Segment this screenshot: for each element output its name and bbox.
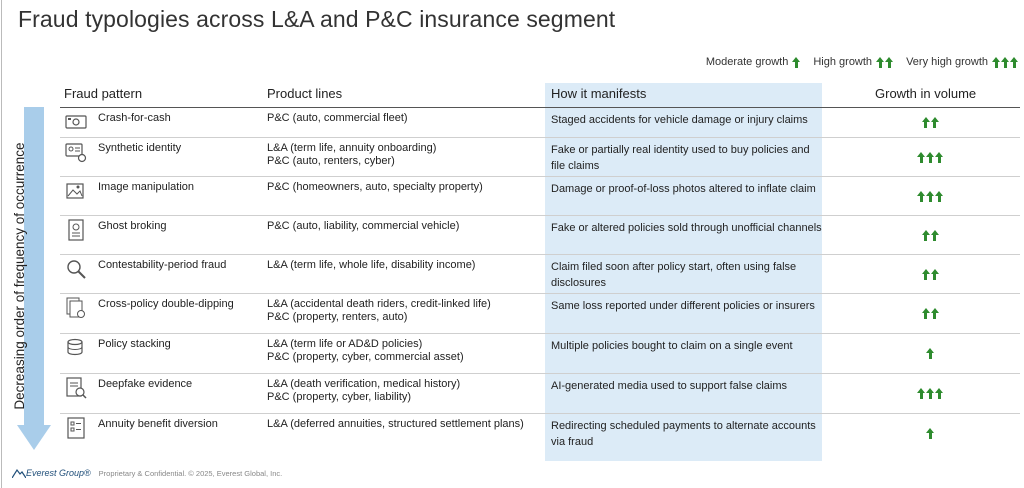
fraud-pattern-cell: Deepfake evidence	[98, 378, 193, 390]
legend-label: Very high growth	[906, 56, 988, 68]
footer-copyright: Proprietary & Confidential. © 2025, Everest Global, Inc.	[98, 468, 283, 478]
deepfake-document-icon	[64, 376, 88, 400]
table-row	[60, 177, 1020, 216]
annuity-form-icon	[64, 416, 88, 440]
growth-indicator	[880, 152, 980, 163]
ghost-document-icon	[64, 218, 88, 242]
table-row	[60, 334, 1020, 374]
product-lines-cell	[267, 378, 547, 404]
table-row	[60, 138, 1020, 177]
product-lines-cell	[267, 338, 547, 364]
growth-indicator	[880, 191, 980, 202]
product-lines-cell	[267, 259, 547, 272]
product-lines-cell	[267, 142, 547, 168]
up-arrow-icon	[917, 152, 925, 163]
product-line: P&C (auto, renters, cyber)	[267, 155, 395, 167]
legend-label: Moderate growth	[705, 56, 789, 68]
table-row	[60, 108, 1020, 138]
how-it-manifests-cell: Same loss reported under different policies or insurers	[551, 300, 815, 312]
product-line: P&C (property, cyber, commercial asset)	[267, 351, 464, 363]
product-lines-cell	[267, 418, 547, 431]
cash-icon	[64, 110, 88, 134]
up-arrow-icon	[931, 269, 939, 280]
growth-indicator	[880, 269, 980, 280]
up-arrow-icon	[1001, 57, 1009, 68]
up-arrow-icon	[926, 191, 934, 202]
growth-indicator	[880, 117, 980, 128]
fraud-pattern-cell: Annuity benefit diversion	[98, 418, 218, 430]
growth-indicator	[880, 348, 980, 359]
table-row	[60, 216, 1020, 255]
fraud-pattern-cell: Synthetic identity	[98, 142, 182, 154]
identity-card-icon	[64, 140, 88, 164]
page-title: Fraud typologies across L&A and P&C insurance segment	[18, 6, 616, 32]
product-line: P&C (auto, commercial fleet)	[267, 112, 408, 124]
up-arrow-icon	[885, 57, 893, 68]
product-line: L&A (accidental death riders, credit-linked life)	[267, 298, 491, 310]
page-left-border	[1, 0, 2, 488]
product-line: L&A (term life, whole life, disability income)	[267, 259, 476, 271]
how-it-manifests-cell: Damage or proof-of-loss photos altered to inflate claim	[551, 183, 816, 195]
up-arrow-icon	[992, 57, 1000, 68]
how-it-manifests-cell: Fake or altered policies sold through unofficial channels	[551, 222, 822, 234]
frequency-axis-label: Decreasing order of frequency of occurrence	[12, 142, 27, 410]
up-arrow-icon	[926, 388, 934, 399]
header-fraud-pattern: Fraud pattern	[64, 86, 143, 101]
up-arrow-icon	[931, 230, 939, 241]
table-row	[60, 294, 1020, 334]
how-it-manifests-cell: AI-generated media used to support false claims	[551, 380, 788, 392]
product-lines-cell	[267, 112, 547, 125]
how-it-manifests-cell: Staged accidents for vehicle damage or injury claims	[551, 114, 808, 126]
fraud-pattern-cell: Cross-policy double-dipping	[98, 298, 234, 310]
product-line: P&C (property, renters, auto)	[267, 311, 408, 323]
legend-arrows	[792, 57, 800, 68]
up-arrow-icon	[931, 308, 939, 319]
legend-moderate-growth	[706, 56, 801, 68]
up-arrow-icon	[876, 57, 884, 68]
growth-indicator	[880, 230, 980, 241]
fraud-pattern-cell: Ghost broking	[98, 220, 167, 232]
up-arrow-icon	[917, 388, 925, 399]
database-stack-icon	[64, 336, 88, 360]
fraud-pattern-cell: Crash-for-cash	[98, 112, 171, 124]
product-line: L&A (deferred annuities, structured settlement plans)	[267, 418, 524, 430]
footer	[12, 468, 282, 478]
magnifier-icon	[64, 257, 88, 281]
legend-label: High growth	[813, 56, 873, 68]
product-lines-cell	[267, 220, 547, 233]
fraud-pattern-cell: Policy stacking	[98, 338, 171, 350]
footer-brand: Everest Group®	[26, 468, 91, 478]
how-it-manifests-cell: Redirecting scheduled payments to alternate accounts via fraud	[551, 420, 816, 448]
how-it-manifests-cell: Multiple policies bought to claim on a single event	[551, 340, 793, 352]
growth-indicator	[880, 308, 980, 319]
up-arrow-icon	[935, 191, 943, 202]
legend-very-high-growth	[906, 56, 1018, 68]
product-line: L&A (death verification, medical history)	[267, 378, 461, 390]
legend-high-growth	[813, 56, 893, 68]
product-line: P&C (homeowners, auto, specialty property)	[267, 181, 483, 193]
fraud-pattern-cell: Contestability-period fraud	[98, 259, 227, 271]
product-lines-cell	[267, 181, 547, 194]
up-arrow-icon	[926, 428, 934, 439]
how-it-manifests-cell: Fake or partially real identity used to buy policies and file claims	[551, 144, 810, 172]
up-arrow-icon	[922, 117, 930, 128]
header-product-lines: Product lines	[267, 86, 343, 101]
table-row	[60, 255, 1020, 294]
legend-arrows	[992, 57, 1018, 68]
up-arrow-icon	[926, 152, 934, 163]
up-arrow-icon	[935, 152, 943, 163]
everest-group-logo	[12, 468, 91, 478]
product-lines-cell	[267, 298, 547, 324]
product-line: P&C (auto, liability, commercial vehicle)	[267, 220, 460, 232]
up-arrow-icon	[922, 269, 930, 280]
up-arrow-icon	[922, 308, 930, 319]
up-arrow-icon	[1010, 57, 1018, 68]
product-line: P&C (property, cyber, liability)	[267, 391, 412, 403]
mountain-icon	[12, 468, 26, 478]
growth-indicator	[880, 428, 980, 439]
header-how-it-manifests: How it manifests	[551, 86, 647, 101]
legend-arrows	[876, 57, 893, 68]
up-arrow-icon	[792, 57, 800, 68]
up-arrow-icon	[922, 230, 930, 241]
product-line: L&A (term life, annuity onboarding)	[267, 142, 437, 154]
growth-legend	[693, 56, 1018, 68]
up-arrow-icon	[917, 191, 925, 202]
stacked-documents-icon	[64, 296, 88, 320]
image-edit-icon	[64, 179, 88, 203]
up-arrow-icon	[931, 117, 939, 128]
up-arrow-icon	[926, 348, 934, 359]
how-it-manifests-cell: Claim filed soon after policy start, often using false disclosures	[551, 261, 797, 289]
table-row	[60, 374, 1020, 414]
product-line: L&A (term life or AD&D policies)	[267, 338, 423, 350]
fraud-pattern-cell: Image manipulation	[98, 181, 195, 193]
up-arrow-icon	[935, 388, 943, 399]
header-growth-in-volume: Growth in volume	[875, 86, 977, 101]
growth-indicator	[880, 388, 980, 399]
table-row	[60, 414, 1020, 454]
